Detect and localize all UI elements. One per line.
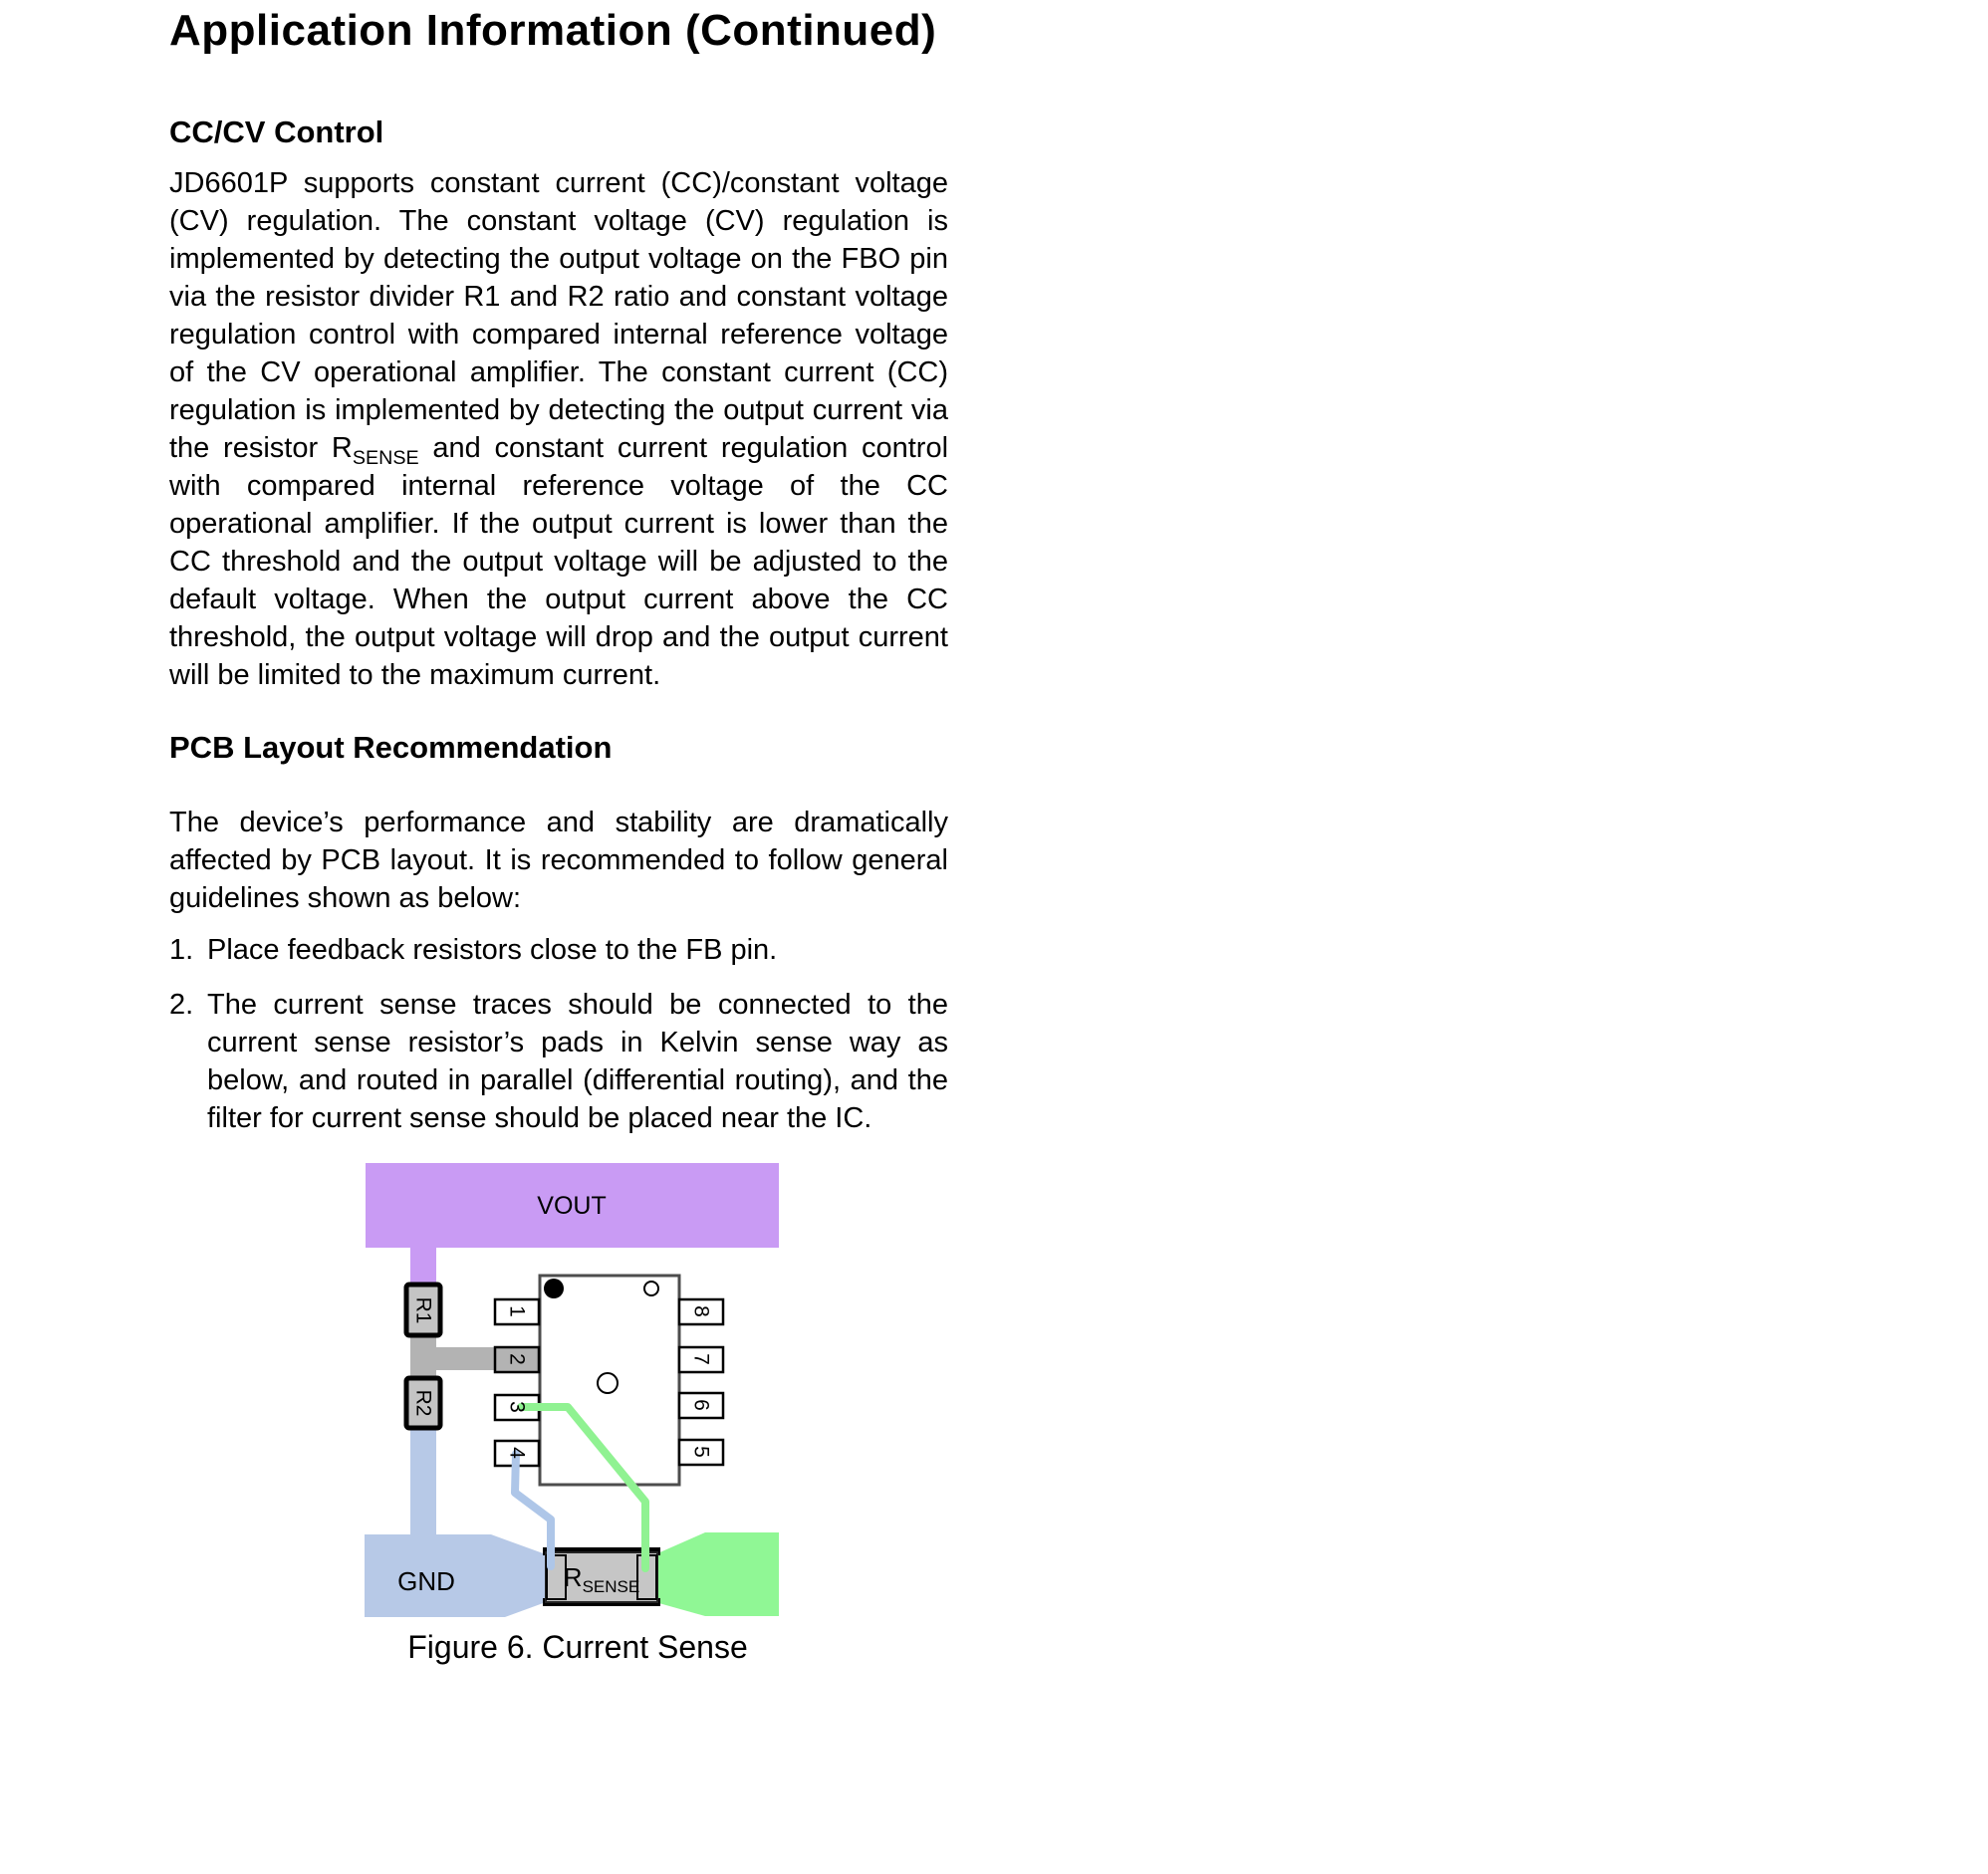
gnd-plane: [365, 1534, 546, 1617]
pin-number-8: 8: [689, 1304, 713, 1317]
rsense-symbol-subscript: SENSE: [352, 446, 419, 469]
rsense-label-subscript: SENSE: [582, 1576, 640, 1596]
list-item-number: 2.: [169, 988, 194, 1021]
pin-number-3: 3: [505, 1400, 529, 1413]
heading-cc-cv-control: CC/CV Control: [169, 114, 384, 149]
figure-current-sense: [329, 1156, 827, 1667]
feedback-node-trace-horizontal: [410, 1347, 500, 1370]
rsense-label-base: R: [563, 1561, 583, 1592]
cc-cv-paragraph: [169, 164, 948, 694]
r2-label: R2: [411, 1389, 435, 1417]
ic-center-hole: [598, 1373, 618, 1393]
heading-pcb-layout: PCB Layout Recommendation: [169, 729, 613, 765]
vout-label: VOUT: [537, 1191, 607, 1220]
text-column: [169, 6, 948, 1667]
pin1-marker-dot: [544, 1279, 564, 1298]
list-item-number: 1.: [169, 933, 194, 966]
rsense-symbol-base: R: [331, 431, 353, 464]
pcb-layout-diagram: [329, 1156, 827, 1627]
list-item-text: Place feedback resistors close to the FB pin.: [207, 933, 778, 966]
page-title: Application Information (Continued): [169, 6, 937, 55]
pin-number-6: 6: [689, 1398, 713, 1411]
list-item: [169, 931, 948, 969]
gnd-label: GND: [397, 1565, 455, 1596]
guideline-list: [169, 931, 948, 1137]
output-plane: [655, 1532, 779, 1616]
pin-number-5: 5: [689, 1445, 713, 1458]
pcb-intro-paragraph: The device’s performance and stability are dramatically affected by PCB layout. It is recommended to follow general guidelines shown as below:: [169, 806, 948, 914]
pin-number-2: 2: [505, 1352, 529, 1365]
figure-caption: Figure 6. Current Sense: [407, 1628, 748, 1665]
r2-gnd-trace: [410, 1426, 436, 1537]
cc-paragraph-before-sub: JD6601P supports constant current (CC)/constant voltage (CV) regulation. The constant voltage (CV) regulation is implemented by detecting the output voltage on the FBO pin via the resistor divider R1 and R2 ratio and constant voltage regulation control with compared internal reference voltage of the CV operational amplifier. The constant current (CC) regulation is implemented by detecting the output current via the resistor: [169, 166, 948, 464]
r1-label: R1: [411, 1296, 435, 1324]
list-item: [169, 986, 948, 1137]
ic-top-right-hole: [644, 1282, 658, 1295]
pin-number-1: 1: [505, 1304, 529, 1317]
list-item-text: The current sense traces should be connected to the current sense resistor’s pads in Kelvin sense way as below, and routed in parallel (differential routing), and the filter for current sense should be placed near the IC.: [207, 988, 948, 1134]
cc-paragraph-after-sub: and constant current regulation control with compared internal reference voltage of the CC operational amplifier. If the output current is lower than the CC threshold and the output voltage will be adjusted to the default voltage. When the output current above the CC threshold, the output voltage will drop and the output current will be limited to the maximum current.: [169, 431, 949, 691]
pin-number-7: 7: [689, 1352, 713, 1365]
pin-number-4: 4: [505, 1446, 529, 1459]
